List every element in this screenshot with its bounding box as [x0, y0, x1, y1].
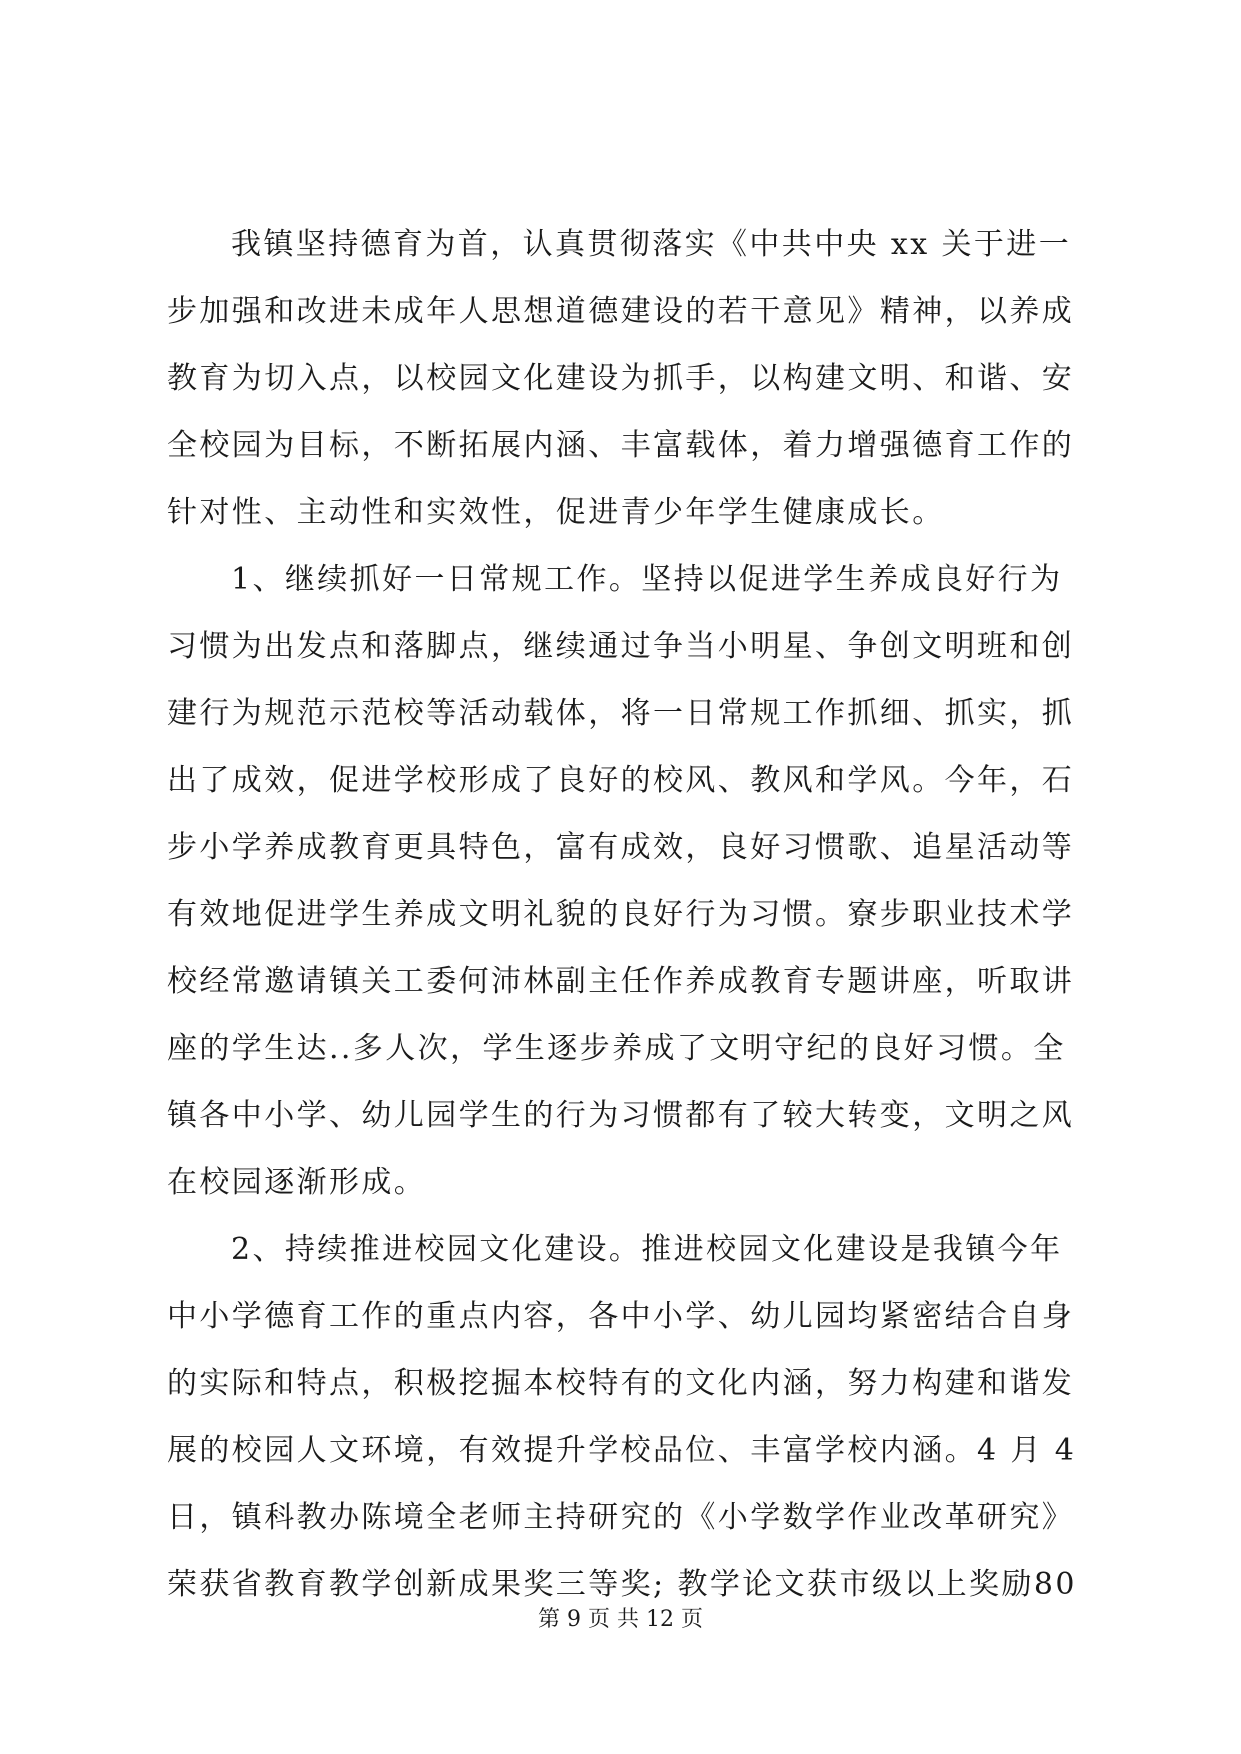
paragraph-line: 针对性、主动性和实效性，促进青少年学生健康成长。: [167, 495, 945, 530]
paragraph-line: 在校园逐渐形成。: [167, 1165, 427, 1200]
paragraph-line: 的实际和特点，积极挖掘本校特有的文化内涵，努力构建和谐发: [167, 1366, 1075, 1401]
paragraph-line: 日，镇科教办陈境全老师主持研究的《小学数学作业改革研究》: [167, 1500, 1075, 1535]
paragraph-line: 出了成效，促进学校形成了良好的校风、教风和学风。今年，石: [167, 763, 1075, 798]
paragraph-line: 教育为切入点，以校园文化建设为抓手，以构建文明、和谐、安: [167, 361, 1075, 396]
page-number-footer: 第 9 页 共 12 页: [538, 1607, 703, 1632]
paragraph-line: 中小学德育工作的重点内容，各中小学、幼儿园均紧密结合自身: [167, 1299, 1075, 1334]
body-text: [167, 227, 1077, 1637]
paragraph-line: 建行为规范示范校等活动载体，将一日常规工作抓细、抓实，抓: [167, 696, 1075, 731]
paragraph-line: 步小学养成教育更具特色，富有成效，良好习惯歌、追星活动等: [167, 830, 1075, 865]
paragraph-line: 展的校园人文环境，有效提升学校品位、丰富学校内涵。4 月 4: [167, 1433, 1077, 1468]
paragraph-line: 我镇坚持德育为首，认真贯彻落实《中共中央 xx 关于进一: [231, 227, 1072, 262]
paragraph-line: 有效地促进学生养成文明礼貌的良好行为习惯。寮步职业技术学: [167, 897, 1075, 932]
paragraph-line: 2、持续推进校园文化建设。推进校园文化建设是我镇今年: [231, 1232, 1063, 1267]
paragraph-line: 全校园为目标，不断拓展内涵、丰富载体，着力增强德育工作的: [167, 428, 1075, 463]
paragraph-line: 校经常邀请镇关工委何沛林副主任作养成教育专题讲座，听取讲: [167, 964, 1075, 999]
paragraph-line: 镇各中小学、幼儿园学生的行为习惯都有了较大转变，文明之风: [167, 1098, 1075, 1133]
paragraph-line: 步加强和改进未成年人思想道德建设的若干意见》精神，以养成: [167, 294, 1075, 329]
paragraph-line: 座的学生达..多人次，学生逐步养成了文明守纪的良好习惯。全: [167, 1031, 1066, 1066]
paragraph-line: 1、继续抓好一日常规工作。坚持以促进学生养成良好行为: [231, 562, 1063, 597]
paragraph-line: 荣获省教育教学创新成果奖三等奖; 教学论文获市级以上奖励80: [167, 1567, 1077, 1602]
paragraph-line: 习惯为出发点和落脚点，继续通过争当小明星、争创文明班和创: [167, 629, 1075, 664]
